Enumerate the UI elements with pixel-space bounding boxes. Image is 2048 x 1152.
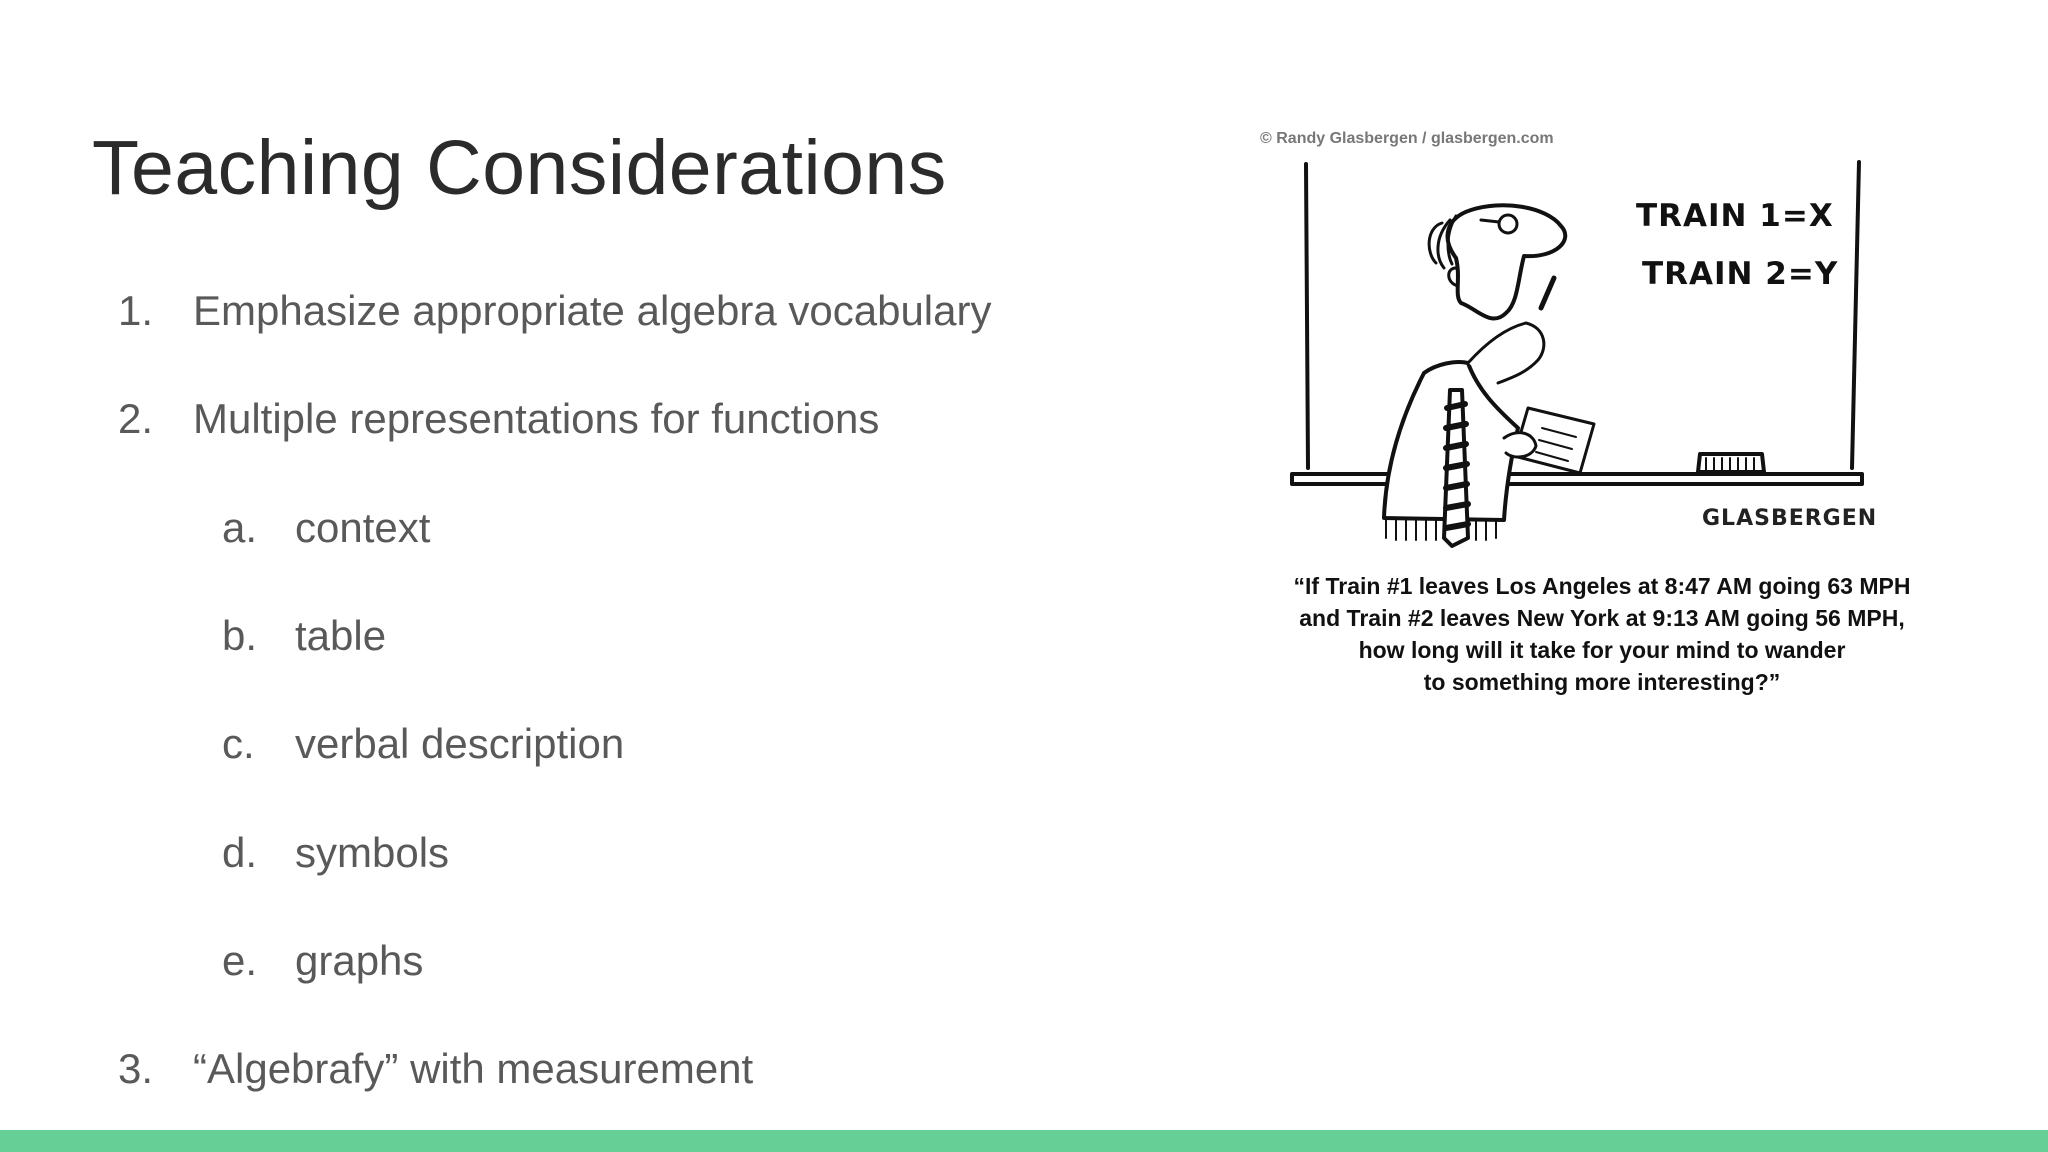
cartoon-signature: GLASBERGEN xyxy=(1702,506,1878,531)
sub-item-text: verbal description xyxy=(295,720,625,767)
list-marker: 1. xyxy=(118,287,154,334)
cartoon-image xyxy=(1256,128,1948,708)
sub-item-text: graphs xyxy=(295,937,424,984)
list-marker: c. xyxy=(222,720,255,767)
slide-title: Teaching Considerations xyxy=(92,125,947,211)
list-marker: a. xyxy=(222,504,258,551)
list-marker: 3. xyxy=(118,1045,154,1092)
list-item-text: “Algebrafy” with measurement xyxy=(193,1045,754,1092)
board-left-edge xyxy=(1306,164,1308,468)
list-item-text: Multiple representations for functions xyxy=(193,395,880,442)
caption-line: and Train #2 leaves New York at 9:13 AM going 56 MPH, xyxy=(1299,605,1905,631)
list-marker: d. xyxy=(222,829,258,876)
cartoon-caption xyxy=(1256,570,1948,698)
sub-item-text: table xyxy=(295,612,387,659)
sub-item-text: context xyxy=(295,504,431,551)
list-marker: 2. xyxy=(118,395,154,442)
board-text-train-1: TRAIN 1=X xyxy=(1636,198,1834,234)
cartoon-credit: © Randy Glasbergen / glasbergen.com xyxy=(1260,130,1554,147)
list-marker: e. xyxy=(222,937,258,984)
board-right-edge xyxy=(1852,162,1859,468)
chalk-tray xyxy=(1292,474,1862,484)
caption-line: how long will it take for your mind to wander xyxy=(1358,637,1846,663)
cartoon-drawing xyxy=(1256,128,1948,558)
list-marker: b. xyxy=(222,612,258,659)
caption-line: to something more interesting?” xyxy=(1423,669,1781,695)
list-item-text: Emphasize appropriate algebra vocabulary xyxy=(193,287,992,334)
board-text-train-2: TRAIN 2=Y xyxy=(1642,256,1839,292)
sub-item-text: symbols xyxy=(295,829,450,876)
caption-line: “If Train #1 leaves Los Angeles at 8:47 AM going 63 MPH xyxy=(1293,573,1911,599)
footer-accent-bar xyxy=(0,1130,2048,1152)
